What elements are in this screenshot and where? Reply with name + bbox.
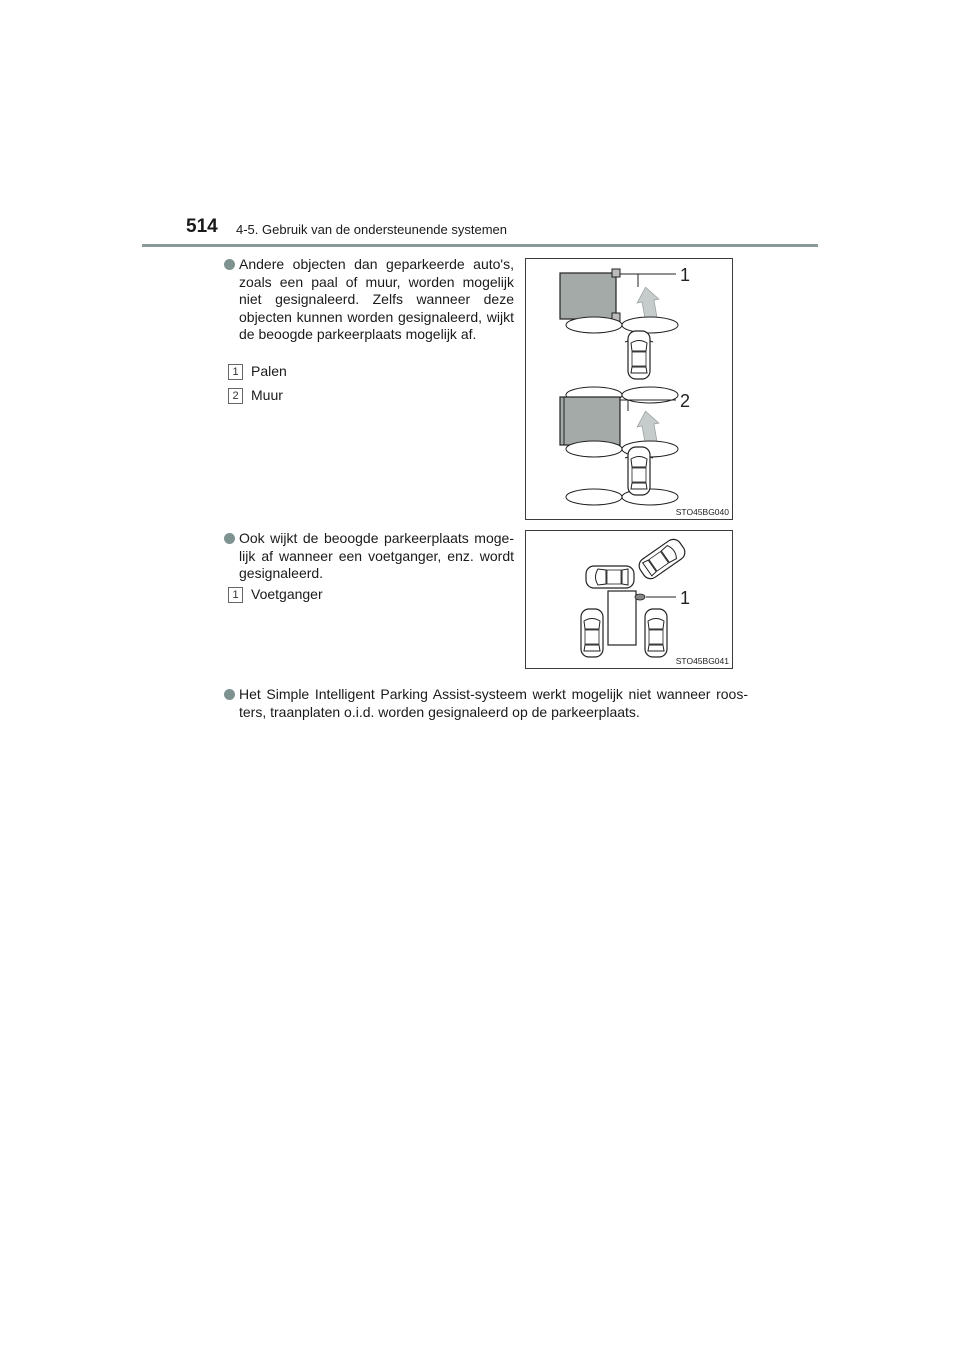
figure-code: STO45BG040 (675, 507, 729, 517)
bullet-item (224, 256, 514, 344)
legend-label: Voetganger (251, 586, 323, 602)
page-number: 514 (186, 216, 218, 237)
figure-code: STO45BG041 (675, 656, 729, 666)
section-title: 4-5. Gebruik van de ondersteunende systemen (236, 222, 508, 237)
legend-label: Muur (251, 387, 283, 403)
figure-pedestrian (525, 530, 733, 669)
pedestrian-diagram (526, 531, 732, 668)
callout-2: 2 (680, 391, 691, 411)
bullet-text: Ook wijkt de beoogde parkeerplaats moge-lijk af wanneer een voetganger, enz. wordt gesignaleerd. (239, 530, 514, 581)
target-space (608, 591, 636, 645)
legend-number: 1 (228, 587, 243, 603)
legend-item (228, 363, 287, 380)
poles-obstacle (560, 273, 616, 319)
figure-poles-wall (525, 258, 733, 520)
bullet-text: Andere objecten dan geparkeerde auto's, zoals een paal of muur, worden mogelijk niet gesignaleerd. Zelfs wanneer deze objecten kunnen worden gesignaleerd, wijkt de beoogde parkeerplaats mogelijk af. (239, 256, 514, 342)
legend-label: Palen (251, 363, 287, 379)
header-rule (142, 244, 818, 247)
bullet-icon (224, 689, 235, 700)
legend-item (228, 586, 323, 603)
wall-obstacle (560, 397, 620, 445)
legend-number: 1 (228, 364, 243, 380)
bullet-icon (224, 259, 235, 270)
bullet-text: Het Simple Intelligent Parking Assist-systeem werkt mogelijk niet wanneer roos-ters, traanplaten o.i.d. worden gesignaleerd op de parkeerplaats. (239, 686, 748, 720)
callout-1: 1 (680, 265, 691, 285)
legend-item (228, 387, 283, 404)
bullet-icon (224, 533, 235, 544)
legend-number: 2 (228, 388, 243, 404)
bullet-item (224, 686, 748, 721)
pedestrian-icon (635, 594, 645, 600)
poles-wall-diagram (526, 259, 732, 519)
bullet-item (224, 530, 514, 583)
callout-1: 1 (680, 588, 691, 608)
